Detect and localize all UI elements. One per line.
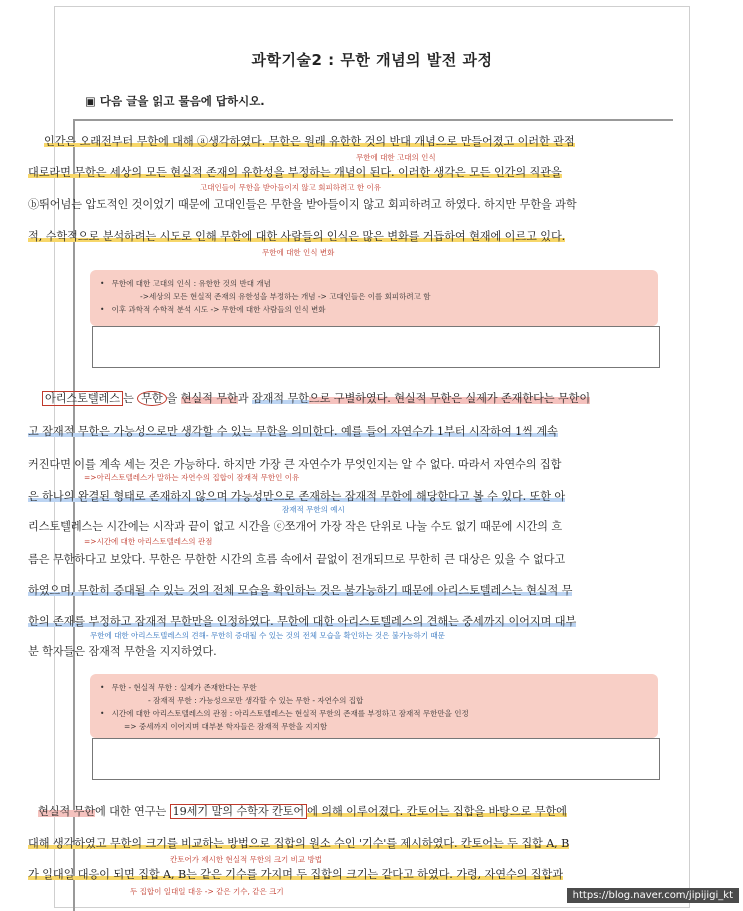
p1-note2: 고대인들이 무한을 받아들이지 않고 회피하려고 한 이유 bbox=[200, 183, 381, 192]
p1-line1: 인간은 오래전부터 무한에 대해 ⓐ생각하였다. 무한은 원래 유한한 것의 반대 개념으로 만들어졌고 이러한 관점 bbox=[44, 135, 575, 148]
summary1-bullet1: • 무한에 대한 고대의 인식 : 유한한 것의 반대 개념 bbox=[100, 279, 271, 288]
p1-line2: 대로라면 무한은 세상의 모든 현실적 존재의 유한성을 부정하는 개념이 된다. 이러한 생각은 모든 인간의 직관을 bbox=[28, 166, 562, 179]
page-title: 과학기술2 : 무한 개념의 발전 과정 bbox=[251, 51, 493, 69]
p2-line1: 아리스토텔레스 는 무한 을 현실적 무한과 잠재적 무한으로 구별하였다. 현실적 무한은 실제가 존재한다는 무한이 bbox=[28, 390, 628, 406]
instruction: ▣ 다음 글을 읽고 물음에 답하시오. bbox=[85, 94, 265, 108]
p2-line2: 고 잠재적 무한은 가능성으로만 생각할 수 있는 무한을 의미한다. 예를 들어 자연수가 1부터 시작하여 1씩 계속 bbox=[28, 425, 558, 438]
blog-watermark: https://blog.naver.com/jipijigi_kt bbox=[567, 888, 739, 903]
p1-note3: 무한에 대한 인식 변화 bbox=[262, 248, 335, 257]
p1-line4: 적, 수학적으로 분석하려는 시도로 인해 무한에 대한 사람들의 인식은 많은 변화를 거듭하여 현재에 이르고 있다. bbox=[28, 230, 566, 243]
p3-line3: 가 일대일 대응이 되면 집합 A, B는 같은 기수를 가지며 두 집합의 크기는 같다고 하였다. 가령, 자연수의 집합과 bbox=[28, 868, 563, 881]
p2-line6: 름은 무한하다고 보았다. 무한은 무한한 시간의 흐름 속에서 끝없이 전개되므로 무한히 큰 대상은 있을 수 없다고 bbox=[28, 553, 566, 566]
summary2-bullet1-sub: - 잠재적 무한 : 가능성으로만 생각할 수 있는 무한 - 자연수의 집합 bbox=[148, 696, 364, 705]
p2-note2: 잠재적 무한의 예시 bbox=[282, 505, 345, 514]
p3-line2: 대해 생각하였고 무한의 크기를 비교하는 방법으로 집합의 원소 수인 '기수'를 제시하였다. 칸토어는 두 집합 A, B bbox=[28, 837, 570, 850]
p3-note1: 칸토어가 제시한 현실적 무한의 크기 비교 방법 bbox=[170, 855, 322, 864]
p2-line7: 하였으며, 무한히 증대될 수 있는 것의 전체 모습을 확인하는 것은 불가능하기 때문에 아리스토텔레스는 현실적 무 bbox=[28, 584, 573, 597]
p2-line5: 리스토텔레스는 시간에는 시작과 끝이 없고 시간을 ⓒ쪼개어 가장 작은 단위로 나눌 수도 없기 때문에 시간의 흐 bbox=[28, 520, 563, 533]
p2-line8: 한의 존재를 부정하고 잠재적 무한만을 인정하였다. 무한에 대한 아리스토텔레스의 견해는 중세까지 이어지며 대부 bbox=[28, 615, 577, 628]
blank-answer-area-2 bbox=[92, 738, 660, 780]
p2-note1: =>아리스토텔레스가 말하는 자연수의 집합이 잠재적 무한인 이유 bbox=[84, 473, 300, 482]
summary2-bullet2: • 시간에 대한 아리스토텔레스의 관점 : 아리스토텔레스는 현실적 무한의 존재를 부정하고 잠재적 무한만을 인정 bbox=[100, 709, 469, 718]
p2-line4: 은 하나의 완결된 형태로 존재하지 않으며 가능성만으로 존재하는 잠재적 무한에 해당한다고 볼 수 있다. 또한 아 bbox=[28, 490, 566, 503]
p2-line3: 커진다면 이를 계속 세는 것은 가능하다. 하지만 가장 큰 자연수가 무엇인지는 알 수 없다. 따라서 자연수의 집합 bbox=[28, 458, 562, 471]
mu-circled: 무한 bbox=[137, 391, 166, 406]
p1-note1: 무한에 대한 고대의 인식 bbox=[356, 153, 436, 162]
summary2-bullet2-sub: => 중세까지 이어지며 대부분 학자들은 잠재적 무한을 지지함 bbox=[124, 722, 328, 731]
summary1-bullet2: • 이후 과학적 수학적 분석 시도 -> 무한에 대한 사람들의 인식 변화 bbox=[100, 305, 326, 314]
p1-line3: ⓑ뛰어넘는 압도적인 것이었기 때문에 고대인들은 무한을 받아들이지 않고 회피하려고 하였다. 하지만 무한을 과학 bbox=[28, 198, 577, 211]
summary1-bullet1-sub: ->세상의 모든 현실적 존재의 유한성을 부정하는 개념 -> 고대인들은 이를 회피하려고 함 bbox=[140, 292, 431, 301]
p2-note3: =>시간에 대한 아리스토텔레스의 관점 bbox=[84, 537, 213, 546]
summary-box-1 bbox=[90, 270, 658, 326]
p3-line1: 현실적 무한에 대한 연구는 19세기 말의 수학자 칸토어 에 의해 이루어졌다. 칸토어는 집합을 바탕으로 무한에 bbox=[38, 805, 567, 818]
summary-box-2 bbox=[90, 674, 658, 738]
blank-answer-area-1 bbox=[92, 326, 660, 368]
summary2-bullet1: • 무한 - 현실적 무한 : 실제가 존재한다는 무한 bbox=[100, 683, 257, 692]
p3-note2: 두 집합이 일대일 대응 -> 같은 기수, 같은 크기 bbox=[130, 887, 284, 896]
p2-note4: 무한에 대한 아리스토텔레스의 견해- 무한히 증대될 수 있는 것의 전체 모습을 확인하는 것은 불가능하기 때문 bbox=[90, 631, 445, 640]
aristotle-boxed: 아리스토텔레스 bbox=[42, 391, 123, 406]
p2-line9: 분 학자들은 잠재적 무한을 지지하였다. bbox=[28, 645, 217, 658]
cantor-boxed: 19세기 말의 수학자 칸토어 bbox=[170, 804, 307, 819]
